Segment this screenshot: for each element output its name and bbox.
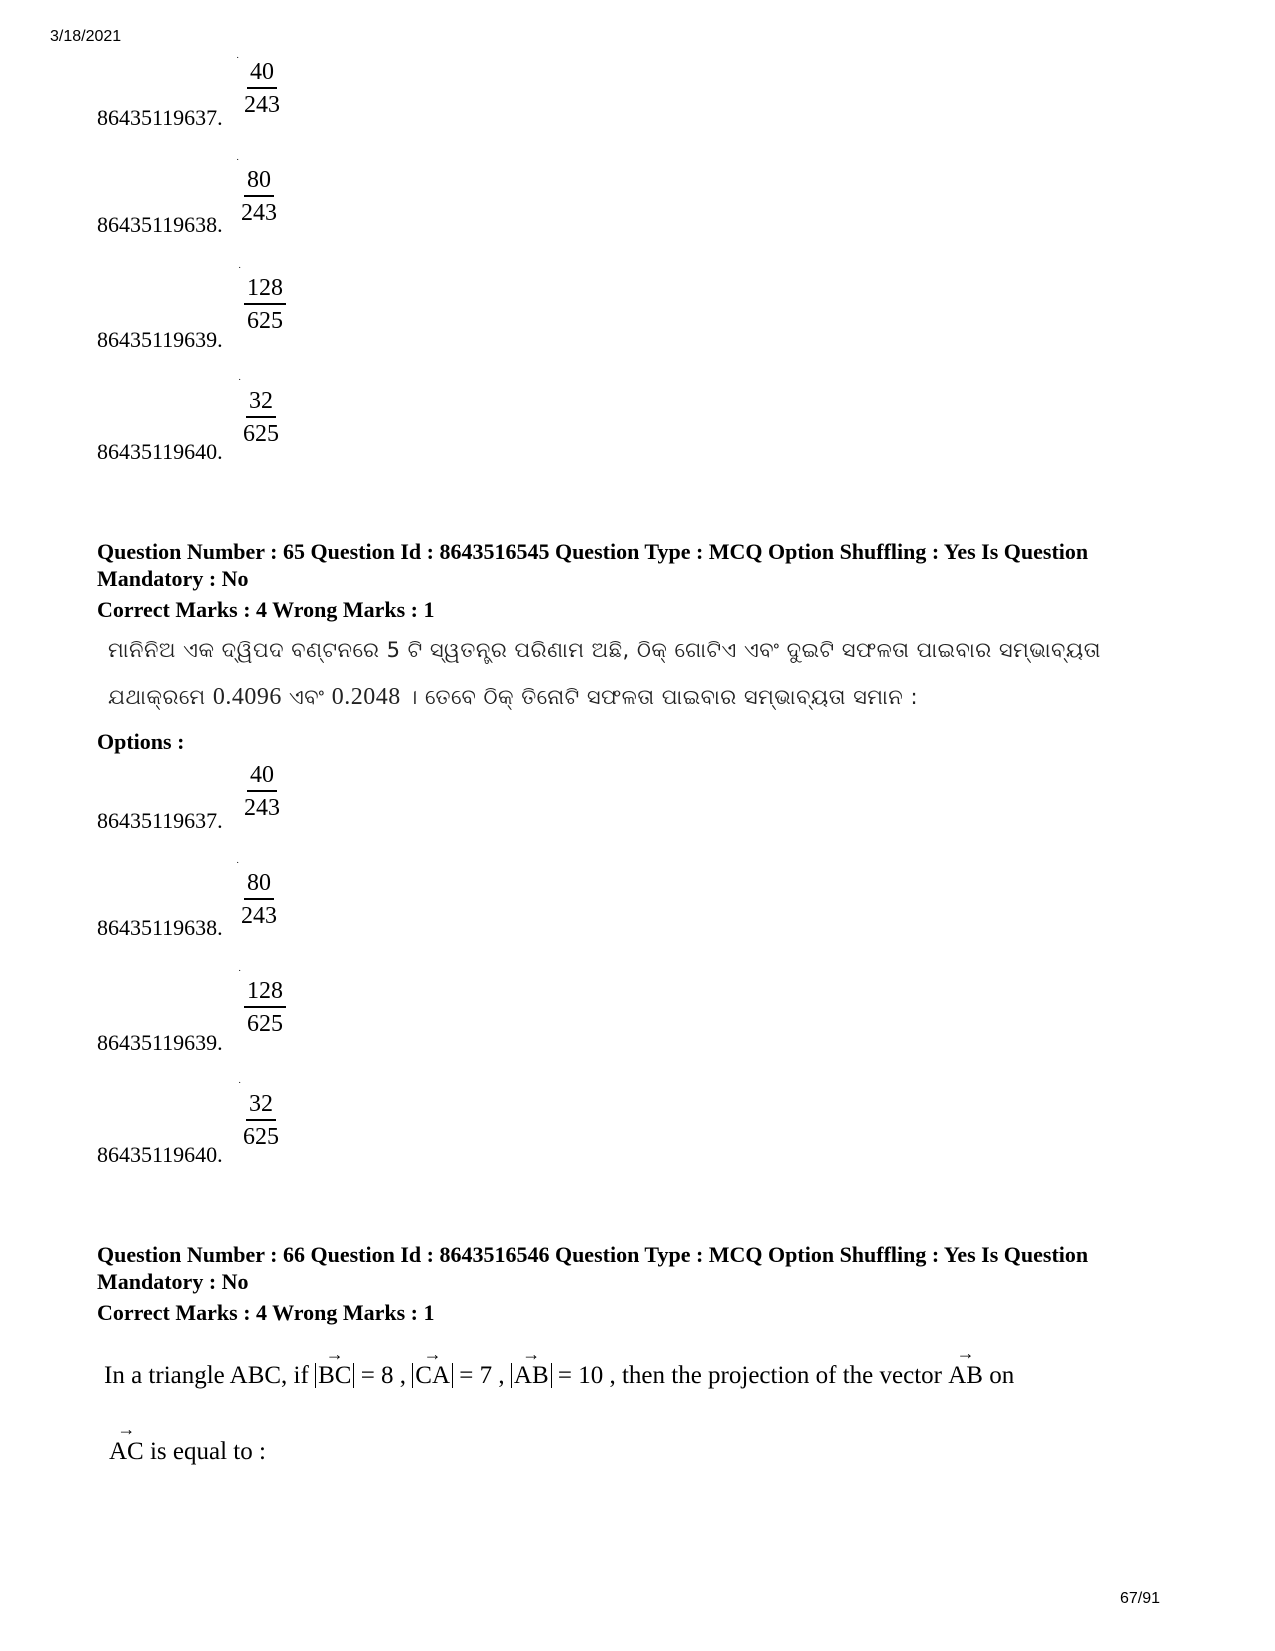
fraction [243,389,279,446]
arrow-icon: → [522,1344,541,1364]
denominator: 625 [243,421,279,447]
denominator: 243 [244,795,280,821]
text-segment: = 7 , [459,1362,505,1389]
numerator: 80 [244,871,274,900]
vector-label: AC [109,1438,144,1465]
option-id: 86435119640. [97,439,223,464]
arrow-icon: → [325,1344,344,1364]
arrow-icon: → [956,1343,975,1363]
question-marks: Correct Marks : 4 Wrong Marks : 1 [97,1300,435,1325]
tick-mark: ˙ [238,378,242,389]
question-text-line: ମାନିନିଅ ଏକ ଦ୍ୱିପଦ ବଣ୍ଟନରେ 5 ଟି ସ୍ୱତନ୍ତ୍ର ପରିଣାମ ଅଛି, ଠିକ୍ ଗୋଟିଏ ଏବଂ ଦୁଇଟି ସଫଳତା ପାଇବାର ସମ୍ଭାବ୍ୟତା [108,638,1101,662]
fraction [241,168,277,225]
arrow-icon: → [423,1344,442,1364]
vector-label: CA [415,1362,451,1389]
vector [109,1419,144,1466]
text-segment: In a triangle ABC, if [104,1362,309,1389]
option-id: 86435119640. [97,1142,223,1167]
question-text-line [109,1419,266,1466]
text-segment: । ତେବେ ଠିକ୍ ତିନୋଟି ସଫଳତା ପାଇବାର ସମ୍ଭାବ୍ୟତା ସମାନ : [407,685,919,709]
option-id: 86435119637. [97,105,223,130]
tick-mark: ˙ [238,969,242,980]
fraction [244,60,280,117]
vector-magnitude [412,1344,453,1389]
vector [948,1343,983,1390]
text-segment: is equal to : [149,1438,266,1465]
question-header: Question Number : 65 Question Id : 8643516545 Question Type : MCQ Option Shuffling : Yes Is Question Mandatory : No [97,539,1089,591]
probability-value: 0.4096 [212,684,282,710]
denominator: 243 [241,200,277,226]
vector-label: AB [948,1362,983,1389]
probability-value: 0.2048 [331,684,401,710]
fraction [244,276,286,333]
tick-mark: ˙ [236,158,240,169]
question-header: Question Number : 66 Question Id : 8643516546 Question Type : MCQ Option Shuffling : Yes Is Question Mandatory : No [97,1242,1089,1294]
tick-mark: ˙ [238,1081,242,1092]
numerator: 80 [244,168,274,197]
vector-label: AB [513,1362,549,1389]
vector-magnitude [315,1344,354,1389]
fraction [241,871,277,928]
vector-magnitude [511,1344,552,1389]
print-date: 3/18/2021 [50,28,122,45]
vector-label: BC [318,1362,352,1389]
options-label: Options : [97,729,185,754]
numerator: 128 [244,979,286,1008]
denominator: 243 [244,92,280,118]
text-segment: ଯଥାକ୍ରମେ [108,685,206,709]
option-id: 86435119637. [97,808,223,833]
text-segment: on [989,1362,1015,1389]
vector [318,1344,352,1389]
option-id: 86435119638. [97,212,223,237]
arrow-icon: → [117,1419,136,1439]
question-text-line [108,684,1188,711]
page-number: 67/91 [1119,1590,1160,1607]
tick-mark: ˙ [236,56,240,67]
fraction [243,1092,279,1149]
numerator: 40 [247,763,277,792]
option-id: 86435119639. [97,1030,223,1055]
denominator: 625 [247,1011,283,1037]
numerator: 40 [247,60,277,89]
tick-mark: ˙ [236,861,240,872]
denominator: 625 [247,308,283,334]
denominator: 243 [241,903,277,929]
text-segment: = 10 , then the projection of the vector [557,1362,942,1389]
numerator: 32 [246,389,276,418]
denominator: 625 [243,1124,279,1150]
option-id: 86435119639. [97,327,223,352]
text-segment: ଏବଂ [289,685,325,709]
numerator: 128 [244,276,286,305]
fraction [244,979,286,1036]
numerator: 32 [246,1092,276,1121]
fraction [244,763,280,820]
question-text-line [104,1343,1015,1390]
text-segment: = 8 , [360,1362,407,1389]
tick-mark: ˙ [238,266,242,277]
option-id: 86435119638. [97,915,223,940]
vector [415,1344,451,1389]
question-marks: Correct Marks : 4 Wrong Marks : 1 [97,597,435,622]
vector [513,1344,549,1389]
